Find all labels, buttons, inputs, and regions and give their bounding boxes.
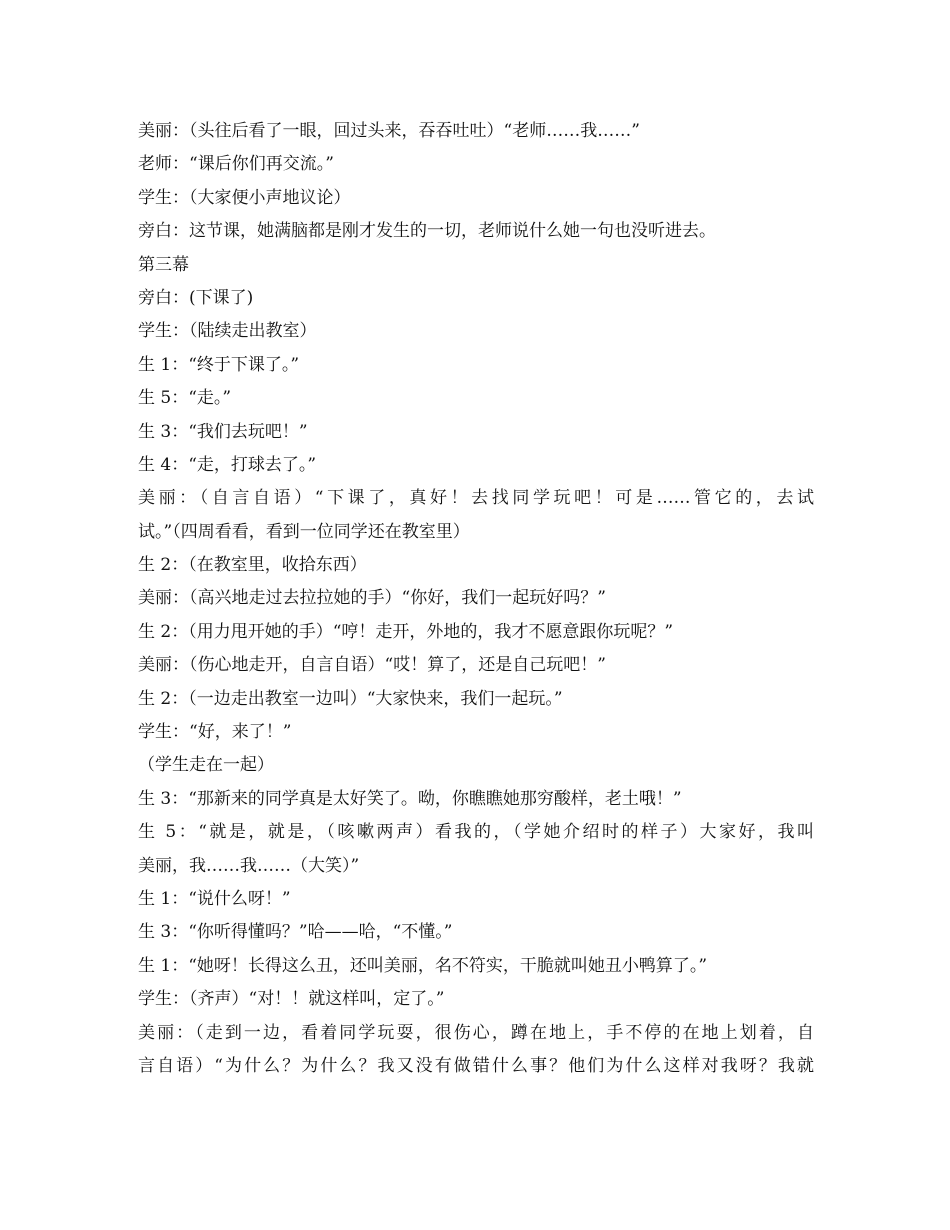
text-line: 生 1：“说什么呀！” — [138, 888, 291, 909]
text-line: 美丽，我……我……（大笑）” — [138, 855, 360, 876]
text-line: 老师：“课后你们再交流。” — [138, 154, 334, 175]
text-line: 生 2：（一边走出教室一边叫）“大家快来，我们一起玩。” — [138, 688, 563, 709]
text-line: 美丽：（头往后看了一眼，回过头来，吞吞吐吐）“老师……我……” — [138, 121, 640, 141]
text-line: 第三幕 — [138, 254, 189, 275]
text-line: 生 3：“那新来的同学真是太好笑了。呦，你瞧瞧她那穷酸样，老土哦！” — [138, 788, 682, 809]
text-line: 生 5：“就是，就是，（咳嗽两声）看我的，（学她介绍时的样子）大家好，我叫 — [138, 822, 814, 843]
text-line: 试。”（四周看看，看到一位同学还在教室里） — [138, 521, 470, 542]
text-line: 学生：（陆续走出教室） — [138, 321, 317, 342]
text-line: 生 2：（在教室里，收拾东西） — [138, 555, 367, 576]
text-line: 美丽：（自言自语）“下课了，真好！去找同学玩吧！可是……管它的，去试 — [138, 488, 814, 509]
text-line: 旁白：这节课，她满脑都是刚才发生的一切，老师说什么她一句也没听进去。 — [138, 221, 716, 242]
text-line: （学生走在一起） — [138, 755, 274, 776]
text-line: 言自语）“为什么？为什么？我又没有做错什么事？他们为什么这样对我呀？我就 — [138, 1055, 814, 1076]
text-line: 美丽：（走到一边，看着同学玩耍，很伤心，蹲在地上，手不停的在地上划着，自 — [138, 1022, 814, 1043]
text-line: 美丽：（伤心地走开，自言自语）“哎！算了，还是自己玩吧！” — [138, 655, 606, 676]
text-line: 学生：“好，来了！” — [138, 722, 292, 743]
text-line: 生 3：“你听得懂吗？”哈——哈，“不懂。” — [138, 922, 453, 943]
text-line: 生 1：“终于下课了。” — [138, 354, 300, 375]
text-line: 美丽：（高兴地走过去拉拉她的手）“你好，我们一起玩好吗？” — [138, 588, 606, 609]
text-line: 生 4：“走，打球去了。” — [138, 454, 317, 475]
text-line: 生 3：“我们去玩吧！” — [138, 421, 308, 442]
text-line: 学生：（大家便小声地议论） — [138, 187, 351, 208]
text-line: 旁白：(下课了) — [138, 287, 254, 308]
text-line: 生 2：（用力甩开她的手）“哼！走开，外地的，我才不愿意跟你玩呢？” — [138, 621, 674, 642]
document-body — [138, 115, 814, 1083]
text-line: 学生：（齐声）“对！！就这样叫，定了。” — [138, 989, 445, 1010]
text-line: 生 1：“她呀！长得这么丑，还叫美丽，名不符实，干脆就叫她丑小鸭算了。” — [138, 955, 708, 976]
text-line: 生 5：“走。” — [138, 388, 232, 409]
